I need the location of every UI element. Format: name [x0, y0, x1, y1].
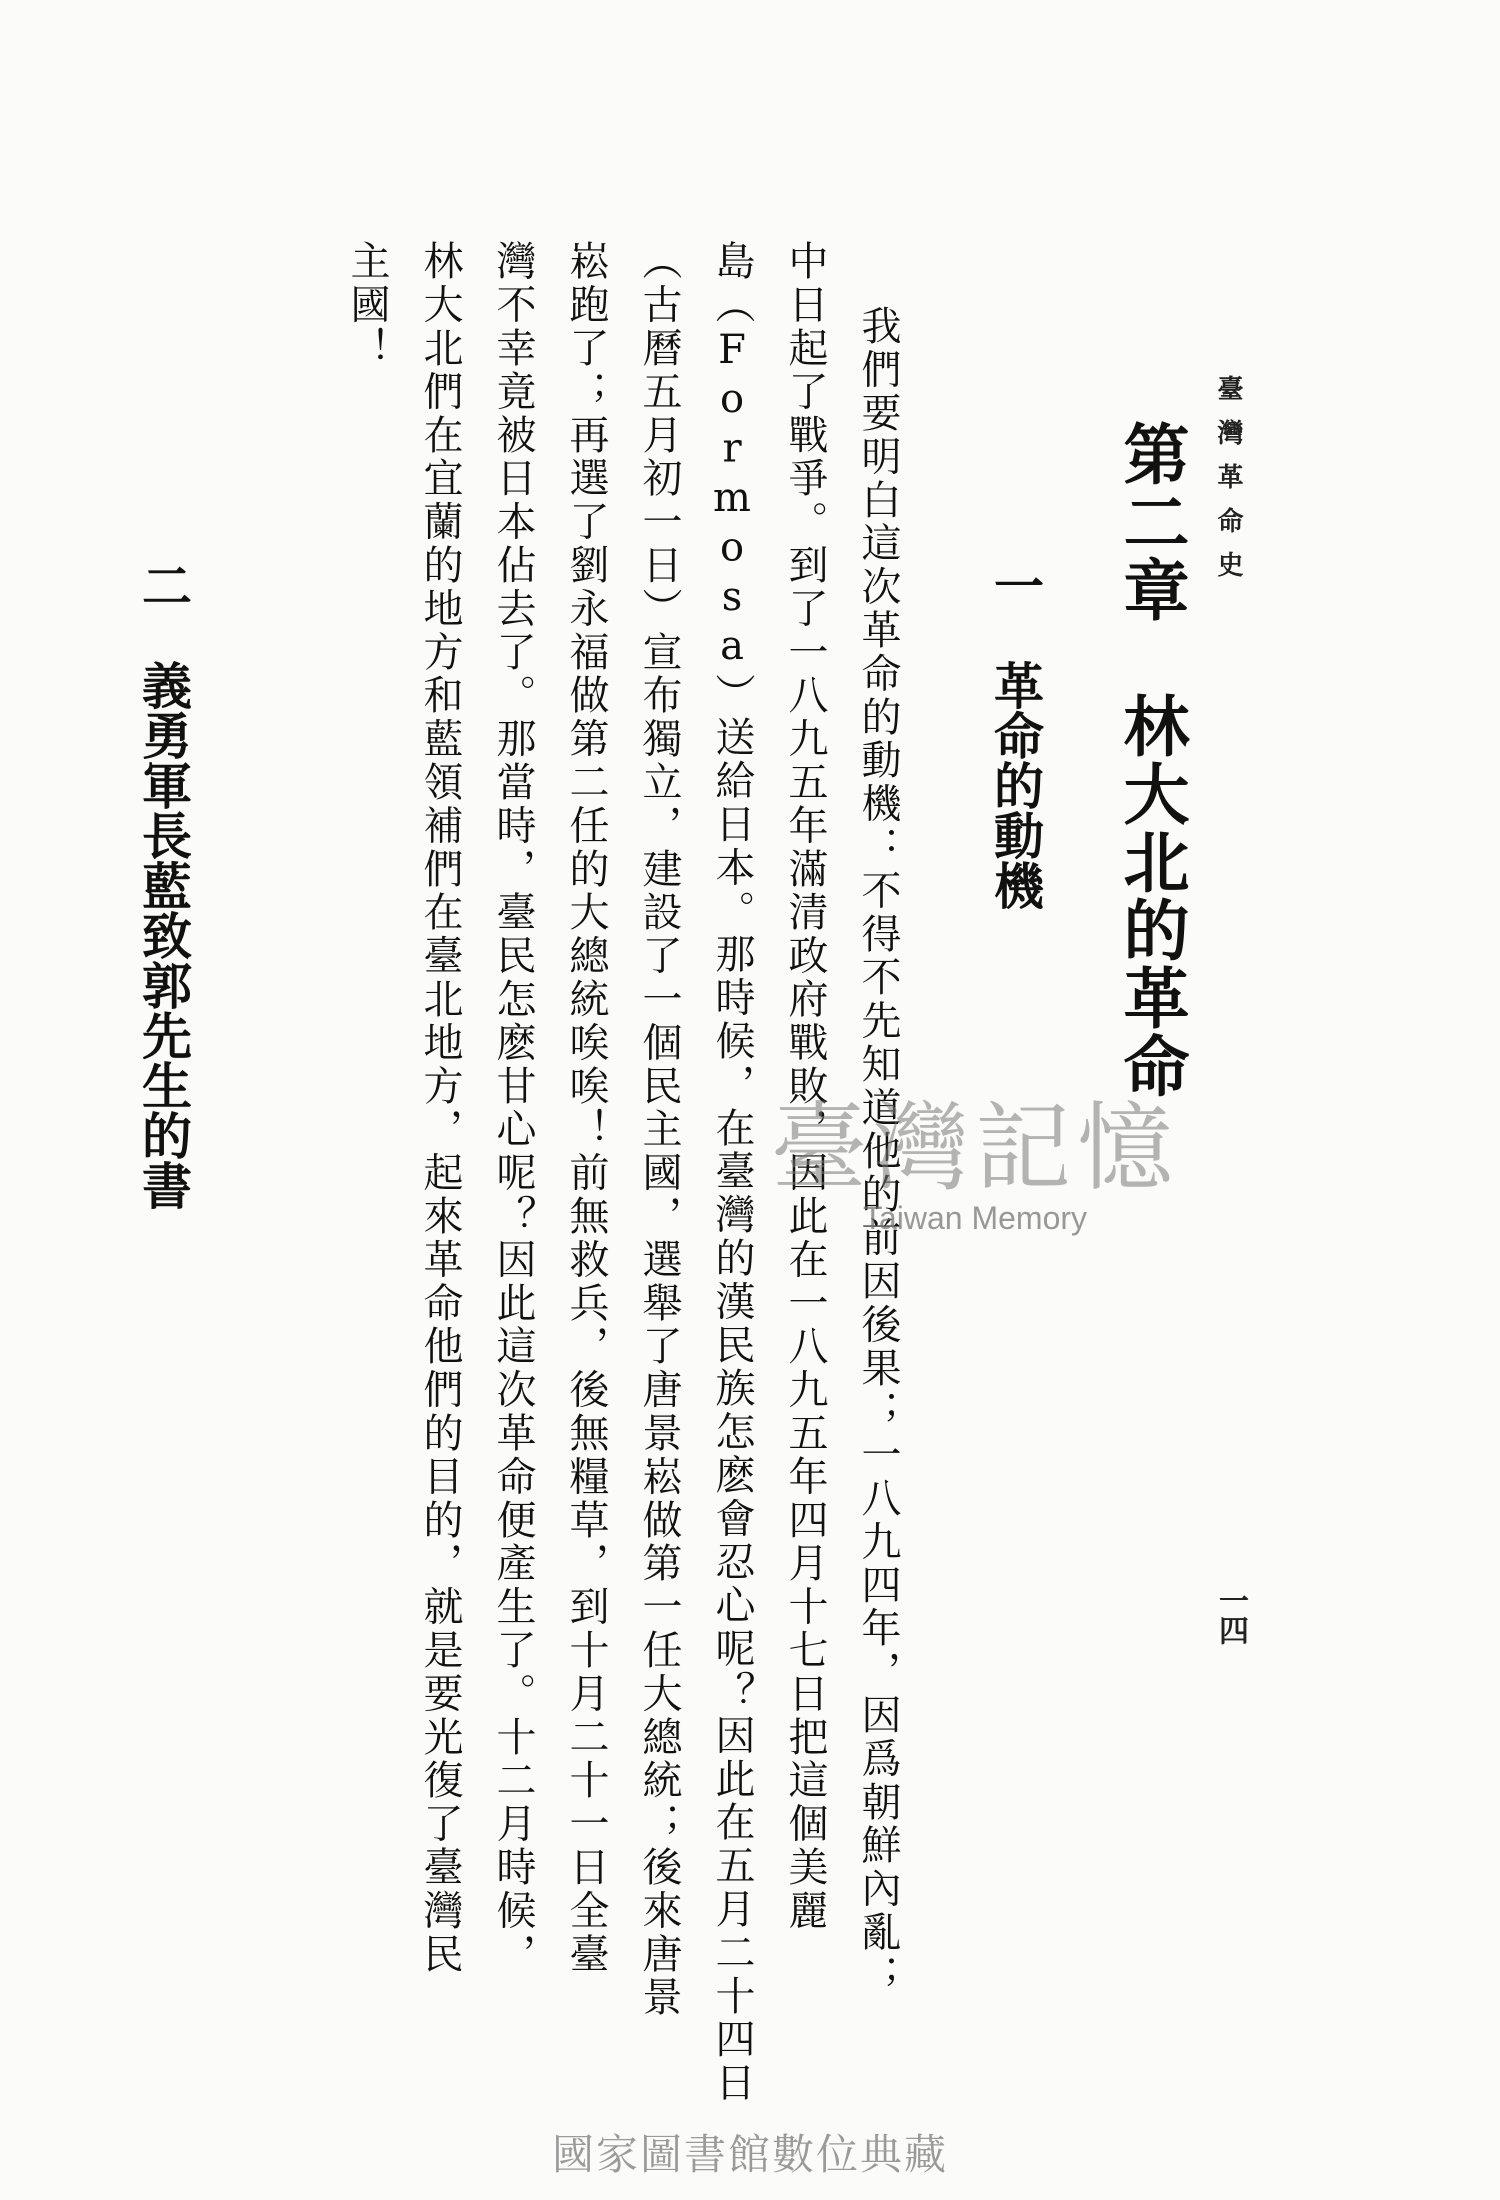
footer-credit: 國家圖書館數位典藏 [551, 2130, 948, 2179]
body-line: 主國！ [344, 240, 390, 371]
body-line: 中日起了戰爭。到了一八九五年滿清政府戰敗，因此在一八九五年四月十七日把這個美麗 [782, 240, 828, 1933]
body-line: 林大北們在宜蘭的地方和藍領補們在臺北地方，起來革命他們的目的，就是要光復了臺灣民 [417, 240, 463, 1976]
running-head: 臺灣革命史 [1213, 375, 1243, 595]
body-line: 島（Formosa）送給日本。那時候，在臺灣的漢民族怎麽會忍心呢？因此在五月二十四日 [709, 240, 755, 2105]
body-line: 我們要明白這次革命的動機：不得不先知道他的前因後果；一八九四年，因爲朝鮮內亂； [855, 305, 901, 1998]
body-line: （古曆五月初一日）宣布獨立，建設了一個民主國，選舉了唐景崧做第一任大總統；後來唐景 [636, 240, 682, 2020]
chapter-title: 第二章 林大北的革命 [1112, 420, 1190, 1100]
section-heading-motive: 一 革命的動機 [986, 560, 1045, 910]
body-line: 灣不幸竟被日本佔去了。那當時，臺民怎麽甘心呢？因此這次革命便產生了。十二月時候， [490, 240, 536, 1976]
section-heading-letter: 二 義勇軍長藍致郭先生的書 [134, 560, 193, 1210]
body-line: 崧跑了；再選了劉永福做第二任的大總統唉唉！前無救兵，後無糧草，到十月二十一日全臺 [563, 240, 609, 1976]
page-number: 一四 [1213, 1585, 1248, 1645]
watermark-en: Taiwan Memory [862, 1200, 1088, 1236]
watermark-cjk: 臺灣記憶 [771, 1092, 1179, 1204]
